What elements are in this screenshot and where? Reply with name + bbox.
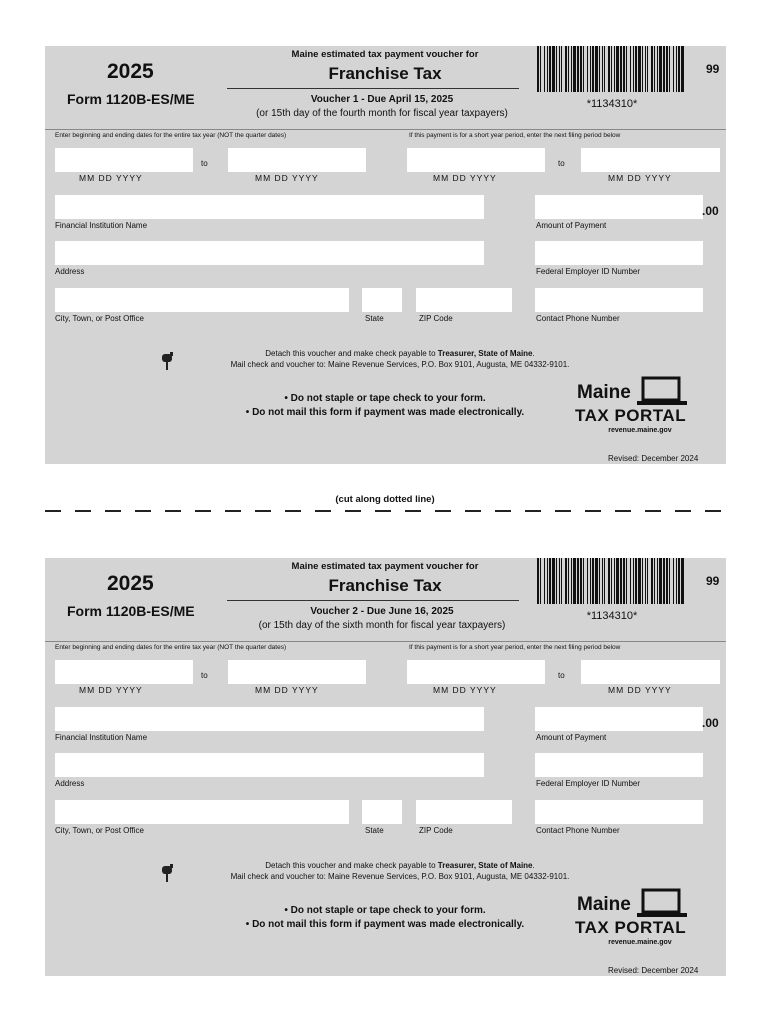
date-format-label: MM DD YYYY (255, 685, 319, 695)
voucher-2 (45, 558, 726, 976)
financial-institution-field[interactable] (55, 195, 484, 219)
fiscal-note: (or 15th day of the fourth month for fiscal year taxpayers) (256, 108, 508, 119)
voucher-intro: Maine estimated tax payment voucher for (291, 49, 479, 60)
barcode-number: *1134310* (586, 610, 638, 622)
short-end-date-field[interactable] (581, 660, 720, 684)
payee-name: Treasurer, State of Maine (437, 349, 533, 358)
logo-url: revenue.maine.gov (608, 939, 672, 946)
mail-address: Mail check and voucher to: Maine Revenue Services, P.O. Box 9101, Augusta, ME 04332-9101. (230, 872, 570, 881)
to-label: to (558, 671, 565, 680)
to-label: to (201, 159, 208, 168)
address-label: Address (55, 779, 85, 788)
detach-instructions (165, 860, 635, 882)
zip-label: ZIP Code (419, 314, 453, 323)
state-field[interactable] (362, 288, 402, 312)
feid-field[interactable] (535, 753, 703, 777)
logo-url: revenue.maine.gov (608, 427, 672, 434)
state-label: State (365, 314, 384, 323)
short-begin-date-field[interactable] (407, 148, 545, 172)
note-electronic: • Do not mail this form if payment was made electronically. (245, 919, 525, 930)
date-format-label: MM DD YYYY (79, 173, 143, 183)
amount-field[interactable] (535, 195, 703, 219)
date-format-label: MM DD YYYY (433, 173, 497, 183)
logo-maine-text: Maine (577, 894, 631, 915)
page-number: 99 (706, 574, 720, 588)
city-label: City, Town, or Post Office (55, 826, 144, 835)
payment-notes (205, 392, 565, 420)
begin-date-field[interactable] (55, 660, 193, 684)
city-field[interactable] (55, 800, 349, 824)
revised-date: Revised: December 2024 (608, 454, 699, 463)
to-label: to (558, 159, 565, 168)
date-format-label: MM DD YYYY (433, 685, 497, 695)
zip-field[interactable] (416, 800, 512, 824)
page-number: 99 (706, 62, 720, 76)
state-label: State (365, 826, 384, 835)
address-field[interactable] (55, 241, 484, 265)
barcode-icon (537, 46, 687, 92)
voucher-intro: Maine estimated tax payment voucher for (291, 561, 479, 572)
tax-name: Franchise Tax (328, 64, 442, 83)
financial-institution-label: Financial Institution Name (55, 221, 148, 230)
form-year: 2025 (107, 60, 154, 83)
title-rule (227, 88, 519, 89)
address-field[interactable] (55, 753, 484, 777)
detach-suffix: . (532, 349, 535, 358)
short-begin-date-field[interactable] (407, 660, 545, 684)
begin-date-field[interactable] (55, 148, 193, 172)
date-format-label: MM DD YYYY (608, 685, 672, 695)
amount-label: Amount of Payment (536, 733, 607, 742)
city-label: City, Town, or Post Office (55, 314, 144, 323)
form-name: Form 1120B-ES/ME (67, 91, 195, 107)
detach-prefix: Detach this voucher and make check payable to (265, 349, 438, 358)
fiscal-note: (or 15th day of the sixth month for fiscal year taxpayers) (258, 620, 506, 631)
tax-name: Franchise Tax (328, 576, 442, 595)
logo-tax-portal: TAX PORTAL (575, 406, 687, 425)
barcode-number: *1134310* (586, 98, 638, 110)
cents-label: .00 (702, 716, 719, 730)
tax-year-instruction: Enter beginning and ending dates for the entire tax year (NOT the quarter dates) (55, 132, 287, 139)
laptop-icon (636, 376, 688, 406)
short-end-date-field[interactable] (581, 148, 720, 172)
title-rule (227, 600, 519, 601)
detach-suffix: . (532, 861, 535, 870)
note-electronic: • Do not mail this form if payment was made electronically. (245, 407, 525, 418)
end-date-field[interactable] (228, 148, 366, 172)
form-name: Form 1120B-ES/ME (67, 603, 195, 619)
financial-institution-label: Financial Institution Name (55, 733, 148, 742)
short-year-instruction: If this payment is for a short year period, enter the next filing period below (409, 132, 621, 139)
end-date-field[interactable] (228, 660, 366, 684)
voucher-due-line: Voucher 2 - Due June 16, 2025 (310, 606, 454, 617)
detach-prefix: Detach this voucher and make check payable to (265, 861, 438, 870)
payment-notes (205, 904, 565, 932)
cut-label: (cut along dotted line) (335, 494, 435, 505)
amount-label: Amount of Payment (536, 221, 607, 230)
date-format-label: MM DD YYYY (255, 173, 319, 183)
payee-name: Treasurer, State of Maine (437, 861, 533, 870)
phone-label: Contact Phone Number (536, 314, 620, 323)
state-field[interactable] (362, 800, 402, 824)
barcode-icon (537, 558, 687, 604)
logo-maine-text: Maine (577, 382, 631, 403)
revised-date: Revised: December 2024 (608, 966, 699, 975)
form-year: 2025 (107, 572, 154, 595)
zip-field[interactable] (416, 288, 512, 312)
to-label: to (201, 671, 208, 680)
feid-label: Federal Employer ID Number (536, 779, 641, 788)
feid-field[interactable] (535, 241, 703, 265)
cut-dotted-line (45, 510, 726, 512)
zip-label: ZIP Code (419, 826, 453, 835)
date-format-label: MM DD YYYY (608, 173, 672, 183)
detach-instructions (165, 348, 635, 370)
phone-field[interactable] (535, 288, 703, 312)
date-format-label: MM DD YYYY (79, 685, 143, 695)
divider (45, 129, 726, 130)
financial-institution-field[interactable] (55, 707, 484, 731)
cents-label: .00 (702, 204, 719, 218)
note-staple: • Do not staple or tape check to your form. (284, 393, 486, 404)
phone-label: Contact Phone Number (536, 826, 620, 835)
address-label: Address (55, 267, 85, 276)
feid-label: Federal Employer ID Number (536, 267, 641, 276)
logo-tax-portal: TAX PORTAL (575, 918, 687, 937)
voucher-1 (45, 46, 726, 464)
mail-address: Mail check and voucher to: Maine Revenue Services, P.O. Box 9101, Augusta, ME 04332-9101. (230, 360, 570, 369)
note-staple: • Do not staple or tape check to your form. (284, 905, 486, 916)
city-field[interactable] (55, 288, 349, 312)
laptop-icon (636, 888, 688, 918)
phone-field[interactable] (535, 800, 703, 824)
voucher-due-line: Voucher 1 - Due April 15, 2025 (310, 94, 454, 105)
short-year-instruction: If this payment is for a short year period, enter the next filing period below (409, 644, 621, 651)
divider (45, 641, 726, 642)
amount-field[interactable] (535, 707, 703, 731)
tax-year-instruction: Enter beginning and ending dates for the entire tax year (NOT the quarter dates) (55, 644, 287, 651)
